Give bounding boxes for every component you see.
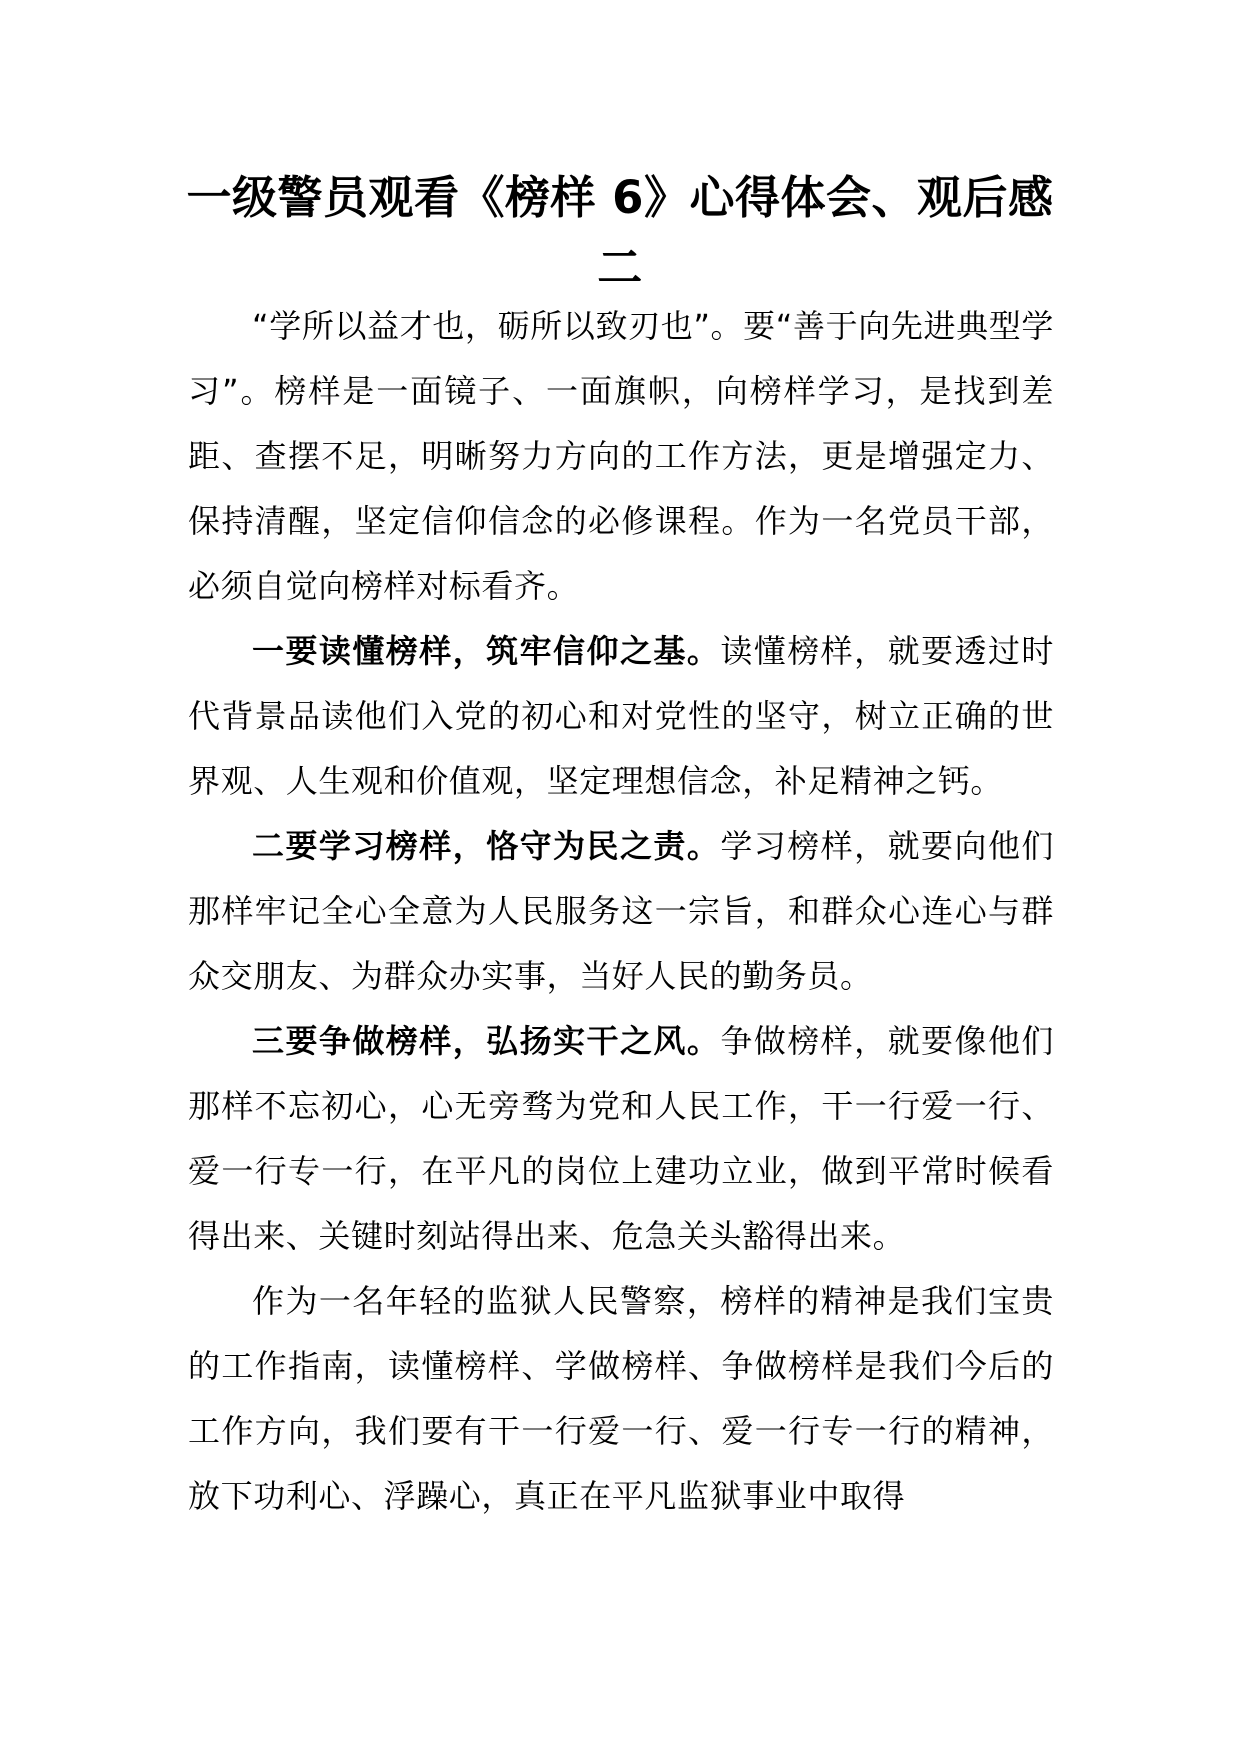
paragraph-text: “学所以益才也，砺所以致刃也”。要“善于向先进典型学习”。榜样是一面镜子、一面旗帜，向榜样学习，是找到差距、查摆不足，明晰努力方向的工作方法，更是增强定力、保持清醒，坚定信仰信念的必修课程。作为一名党员干部，必须自觉向榜样对标看齐。 (188, 307, 1054, 605)
paragraph-point-one (188, 619, 1054, 814)
paragraph-intro (188, 294, 1054, 619)
document-title: 一级警员观看《榜样 6》心得体会、观后感二 (186, 171, 1054, 294)
paragraph-conclusion (188, 1269, 1054, 1529)
paragraph-text: 作为一名年轻的监狱人民警察，榜样的精神是我们宝贵的工作指南，读懂榜样、学做榜样、争做榜样是我们今后的工作方向，我们要有干一行爱一行、爱一行专一行的精神，放下功利心、浮躁心，真正在平凡监狱事业中取得 (188, 1282, 1054, 1515)
paragraph-point-three (188, 1009, 1054, 1269)
paragraph-text: 读懂榜样，就要透过时代背景品读他们入党的初心和对党性的坚守，树立正确的世界观、人生观和价值观，坚定理想信念，补足精神之钙。 (188, 632, 1054, 800)
paragraph-lead: 一要读懂榜样，筑牢信仰之基。 (252, 632, 721, 670)
paragraph-point-two (188, 814, 1054, 1009)
paragraph-lead: 二要学习榜样，恪守为民之责。 (252, 827, 721, 865)
document-body (188, 294, 1054, 1529)
paragraph-text: 学习榜样，就要向他们那样牢记全心全意为人民服务这一宗旨，和群众心连心与群众交朋友、为群众办实事，当好人民的勤务员。 (188, 827, 1054, 995)
paragraph-text: 争做榜样，就要像他们那样不忘初心，心无旁骛为党和人民工作，干一行爱一行、爱一行专一行，在平凡的岗位上建功立业，做到平常时候看得出来、关键时刻站得出来、危急关头豁得出来。 (188, 1022, 1054, 1255)
paragraph-lead: 三要争做榜样，弘扬实干之风。 (252, 1022, 721, 1060)
